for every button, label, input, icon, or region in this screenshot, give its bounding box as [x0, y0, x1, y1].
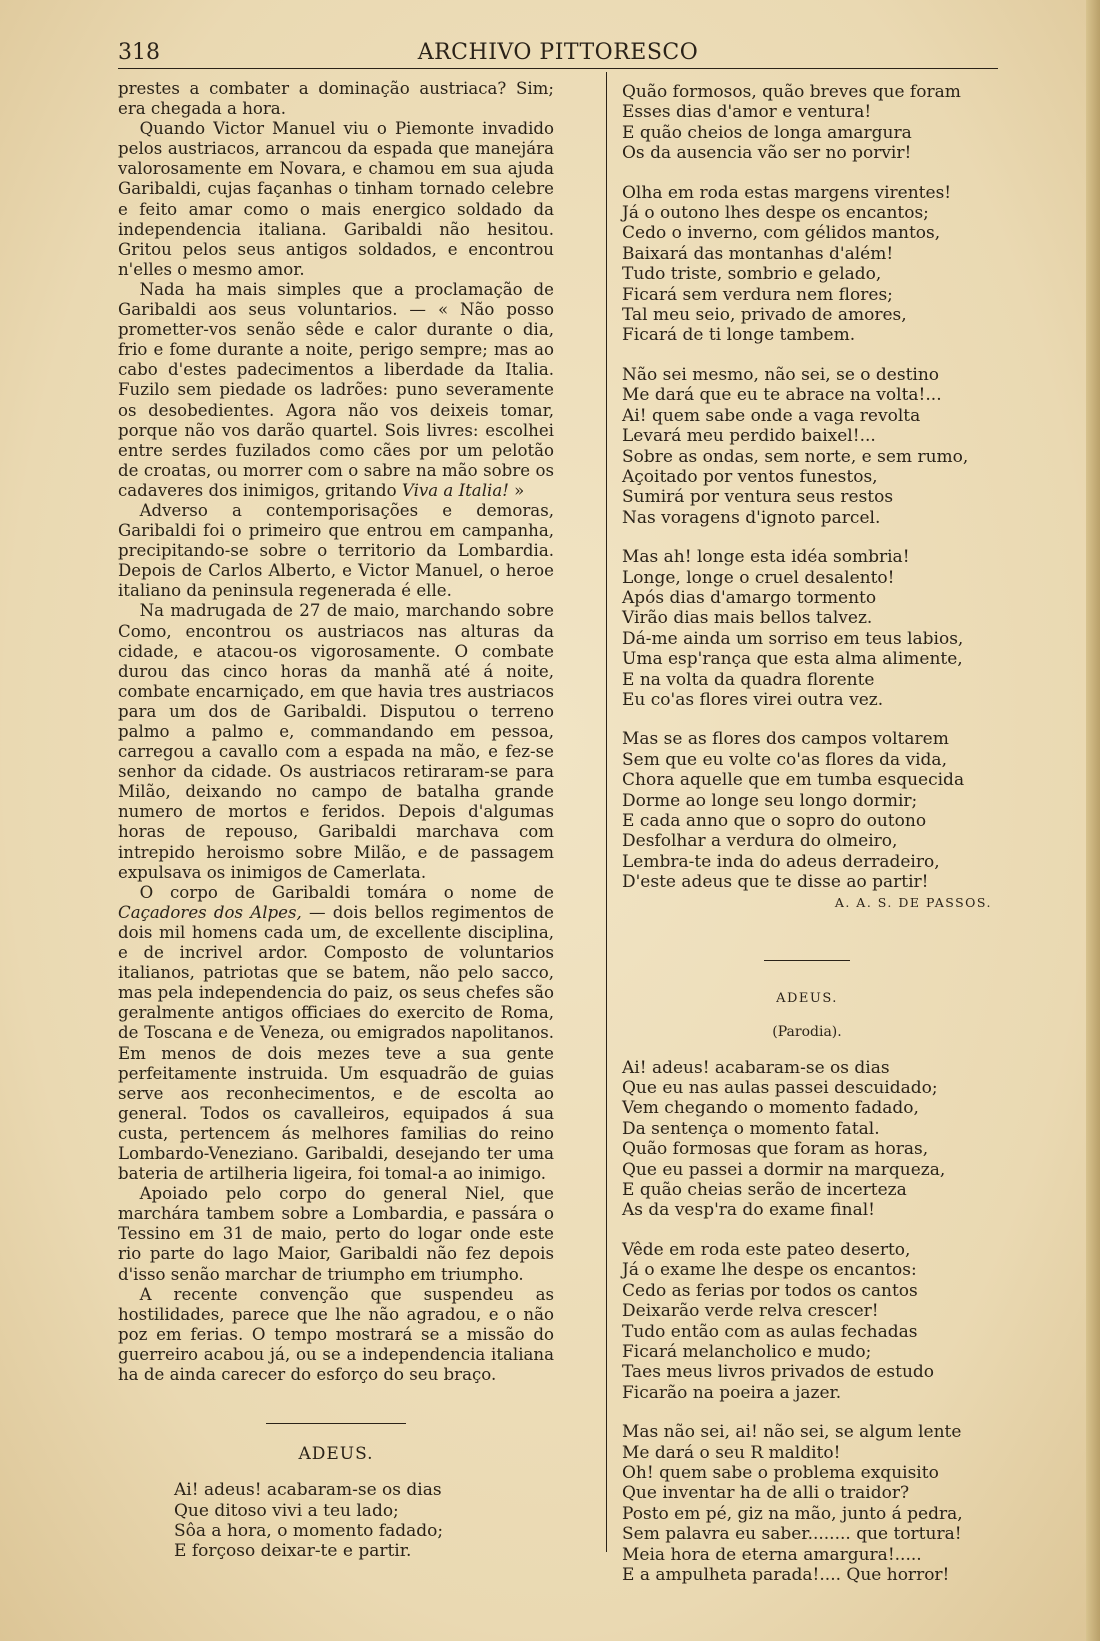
poem-line: Baixará das montanhas d'além!: [622, 243, 894, 264]
poem-opening: [118, 1480, 554, 1562]
poem-line: Esses dias d'amor e ventura!: [622, 102, 872, 123]
article-paragraph: Adverso a contemporisações e demoras, Garibaldi foi o primeiro que entrou em campanha, precipitando-se sobre o territorio da Lombardia. Depois de Carlos Alberto, e Victor Manuel, o heroe italiano da peninsula regenerada é elle.: [118, 500, 554, 601]
poem-line: Taes meus livros privados de estudo: [622, 1362, 935, 1383]
poem-line: Ficará melancholico e mudo;: [622, 1341, 872, 1362]
parody-title: ADEUS.: [776, 990, 838, 1006]
poem-line: As da vesp'ra do exame final!: [622, 1200, 876, 1221]
poem-line: Da sentença o momento fatal.: [622, 1118, 880, 1139]
poem-line: Desfolhar a verdura do olmeiro,: [622, 831, 898, 852]
poem-line: Vêde em roda este pateo deserto,: [622, 1239, 911, 1260]
poem-line: Que eu passei a dormir na marqueza,: [622, 1159, 946, 1180]
poem-line: Ai! adeus! acabaram-se os dias: [174, 1480, 442, 1501]
article-paragraph: [118, 280, 554, 501]
poem-line: Mas se as flores dos campos voltarem: [622, 729, 949, 750]
poem-line: Me dará o seu R maldito!: [622, 1442, 841, 1463]
poem-line: E quão cheias serão de incerteza: [622, 1180, 907, 1201]
cacadores-text: Caçadores dos Alpes,: [118, 902, 302, 922]
poem-title: ADEUS.: [298, 1444, 374, 1465]
article-paragraph: A recente convenção que suspendeu as hostilidades, parece que lhe não agradou, e o não poz em ferias. O tempo mostrará se a missão do guerreiro acabou já, ou se a independencia italiana ha de ainda carecer do esforço do seu braço.: [118, 1284, 554, 1384]
parody-subtitle: (Parodia).: [772, 1023, 842, 1040]
poem-stanza: [622, 365, 992, 528]
poem-line: Sem palavra eu saber........ que tortura!: [622, 1524, 962, 1545]
poem-line: E cada anno que o sopro do outono: [622, 811, 927, 831]
poem-continuation: [622, 82, 992, 893]
poem-line: D'este adeus que te disse ao partir!: [622, 872, 929, 893]
article-paragraph: Quando Victor Manuel viu o Piemonte invadido pelos austriacos, arrancou da espada que manejára valorosamente em Novara, e chamou em sua ajuda Garibaldi, cujas façanhas o tinham tornado celebre e feito amar como o mais energico soldado da independencia italiana. Garibaldi não hesitou. Gritou pelos seus antigos soldados, e encontrou n'elles o mesmo amor.: [118, 119, 554, 279]
poem-line: Virão dias mais bellos talvez.: [622, 608, 873, 629]
poem-line: Posto em pé, giz na mão, junto á pedra,: [622, 1503, 963, 1524]
poem-line: E forçoso deixar-te e partir.: [174, 1541, 412, 1562]
article-paragraph: [118, 883, 554, 1184]
poem-line: Cedo o inverno, com gélidos mantos,: [622, 223, 941, 244]
poem-line: Ficará sem verdura nem flores;: [622, 284, 893, 305]
page-number: 318: [118, 40, 160, 65]
column-divider: [606, 72, 607, 1552]
poem-line: Lembra-te inda do adeus derradeiro,: [622, 851, 940, 872]
poem-line: Quão formosas que foram as horas,: [622, 1139, 929, 1160]
poem-line: Após dias d'amargo tormento: [622, 587, 877, 608]
left-column: [118, 79, 554, 1562]
poem-line: Sem que eu volte co'as flores da vida,: [622, 749, 947, 770]
poem-line: Mas não sei, ai! não sei, se algum lente: [622, 1422, 962, 1443]
article-paragraph: Apoiado pelo corpo do general Niel, que marchára tambem sobre a Lombardia, e passára o Tessino em 31 de maio, perto do logar onde este rio parte do lago Maior, Garibaldi não fez depois d'isso senão marchar de triumpho em triumpho.: [118, 1184, 554, 1284]
poem-line: E a ampulheta parada!.... Que horror!: [622, 1564, 950, 1585]
journal-title: ARCHIVO PITTORESCO: [417, 40, 699, 65]
poem-line: Nas voragens d'ignoto parcel.: [622, 507, 881, 528]
poem-line: Dorme ao longe seu longo dormir;: [622, 790, 918, 811]
poem-line: Meia hora de eterna amargura!.....: [622, 1544, 922, 1565]
corps-text-rest: — dois bellos regimentos de dois mil homens cada um, de excellente disciplina, e de incrivel ardor. Composto de voluntarios italianos, patriotas que se batem, não pelo sacco, mas pela independencia do paiz, os seus chefes são geralmente antigos officiaes do exercito de Roma, de Toscana e de Veneza, ou emigrados napolitanos. Em menos de dois mezes teve a sua gente perfeitamente instruida. Um esquadrão de guias serve aos reconhecimentos, e de escolta ao general. Todos os cavalleiros, equipados á sua custa, pertencem ás melhores familias do reino Lombardo-Veneziano. Garibaldi, desejando ter uma bateria de artilheria ligeira, foi tomal-a ao inimigo.: [118, 902, 555, 1184]
poem-line: Os da ausencia vão ser no porvir!: [622, 143, 912, 164]
poem-line: Olha em roda estas margens virentes!: [622, 182, 952, 203]
poem-line: Sumirá por ventura seus restos: [622, 487, 894, 508]
poem-line: Sobre as ondas, sem norte, e sem rumo,: [622, 446, 969, 467]
poem-stanza: [622, 1422, 992, 1585]
poem-line: Que eu nas aulas passei descuidado;: [622, 1078, 938, 1099]
poem-line: Deixarão verde relva crescer!: [622, 1301, 879, 1322]
poem-line: Tudo triste, sombrio e gelado,: [622, 264, 882, 285]
poem-line: Cedo as ferias por todos os cantos: [622, 1280, 918, 1301]
poem-line: Sôa a hora, o momento fadado;: [174, 1520, 444, 1541]
poem-line: Ficarão na poeira a jazer.: [622, 1382, 842, 1403]
poem-line: Oh! quem sabe o problema exquisito: [622, 1462, 939, 1483]
poem-line: Vem chegando o momento fadado,: [622, 1098, 919, 1119]
poem-line: Eu co'as flores virei outra vez.: [622, 689, 884, 710]
poem-line: Já o outono lhes despe os encantos;: [622, 203, 929, 224]
parody-poem: [622, 1058, 992, 1586]
poem-line: Ficará de ti longe tambem.: [622, 325, 856, 346]
poem-stanza: [622, 547, 992, 710]
poem-stanza: [622, 82, 992, 164]
poem-line: Ai! quem sabe onde a vaga revolta: [622, 405, 921, 426]
poem-line: Que inventar ha de alli o traidor?: [622, 1483, 910, 1504]
poem-line: Me dará que eu te abrace na volta!...: [622, 385, 942, 406]
quote-close: »: [508, 480, 525, 500]
poem-line: Mas ah! longe esta idéa sombria!: [622, 547, 910, 568]
poem-line: E quão cheios de longa amargura: [622, 122, 912, 143]
poem-stanza: [622, 183, 992, 346]
article-paragraph: Na madrugada de 27 de maio, marchando sobre Como, encontrou os austriacos nas alturas da cidade, e atacou-os vigorosamente. O combate durou das cinco horas da manhã até á noite, combate encarniçado, em que havia tres austriacos para um dos de Garibaldi. Disputou o terreno palmo a palmo e, commandando em pessoa, carregou a cavallo com a espada na mão, e fez-se senhor da cidade. Os austriacos retiraram-se para Milão, deixando no campo de batalha grande numero de mortos e feridos. Depois d'algumas horas de repouso, Garibaldi marchava com intrepido heroismo sobre Milão, e de passagem expulsava os inimigos de Camerlata.: [118, 601, 554, 882]
article-paragraph: prestes a combater a dominação austriaca? Sim; era chegada a hora.: [118, 79, 554, 119]
poem-stanza: [622, 729, 992, 892]
poem-line: Quão formosos, quão breves que foram: [622, 82, 961, 102]
poem-stanza: [622, 1240, 992, 1403]
section-separator: [266, 1423, 406, 1424]
poem-line: Já o exame lhe despe os encantos:: [622, 1260, 917, 1281]
poem-stanza: [622, 1058, 992, 1221]
author-signature: A. A. S. DE PASSOS.: [834, 894, 992, 910]
poem-line: Uma esp'rança que esta alma alimente,: [622, 649, 963, 670]
poem-line: Ai! adeus! acabaram-se os dias: [622, 1057, 890, 1078]
right-column: [622, 82, 992, 1585]
page-edge: [1086, 0, 1100, 1641]
viva-italia-text: Viva a Italia!: [401, 480, 509, 500]
poem-line: Longe, longe o cruel desalento!: [622, 567, 895, 588]
poem-line: Chora aquelle que em tumba esquecida: [622, 770, 965, 791]
poem-line: Dá-me ainda um sorriso em teus labios,: [622, 628, 964, 649]
poem-line: Açoitado por ventos funestos,: [622, 466, 878, 487]
poem-line: Tal meu seio, privado de amores,: [622, 305, 907, 326]
poem-line: Não sei mesmo, não sei, se o destino: [622, 364, 940, 385]
proclamation-text: Nada ha mais simples que a proclamação de Garibaldi aos seus voluntarios. — « Não posso prometter-vos senão sêde e calor durante o dia, frio e fome durante a noite, perigo sempre; mas ao cabo d'estes padecimentos a liberdade da Italia. Fuzilo sem piedade os ladrões: puno severamente os desobedientes. Agora não vos deixeis tomar, porque não vos darão quartel. Sois livres: escolhei entre serdes fuzilados como cães por um pelotão de croatas, ou morrer com o sabre na mão sobre os cadaveres dos inimigos, gritando: [118, 279, 554, 500]
section-separator: [764, 960, 850, 961]
poem-line: E na volta da quadra florente: [622, 669, 875, 690]
poem-line: Levará meu perdido baixel!...: [622, 426, 876, 447]
corps-text: O corpo de Garibaldi tomára o nome de: [139, 882, 554, 902]
poem-line: Que ditoso vivi a teu lado;: [174, 1500, 399, 1521]
page-header: [118, 38, 998, 69]
poem-line: Tudo então com as aulas fechadas: [622, 1321, 918, 1342]
